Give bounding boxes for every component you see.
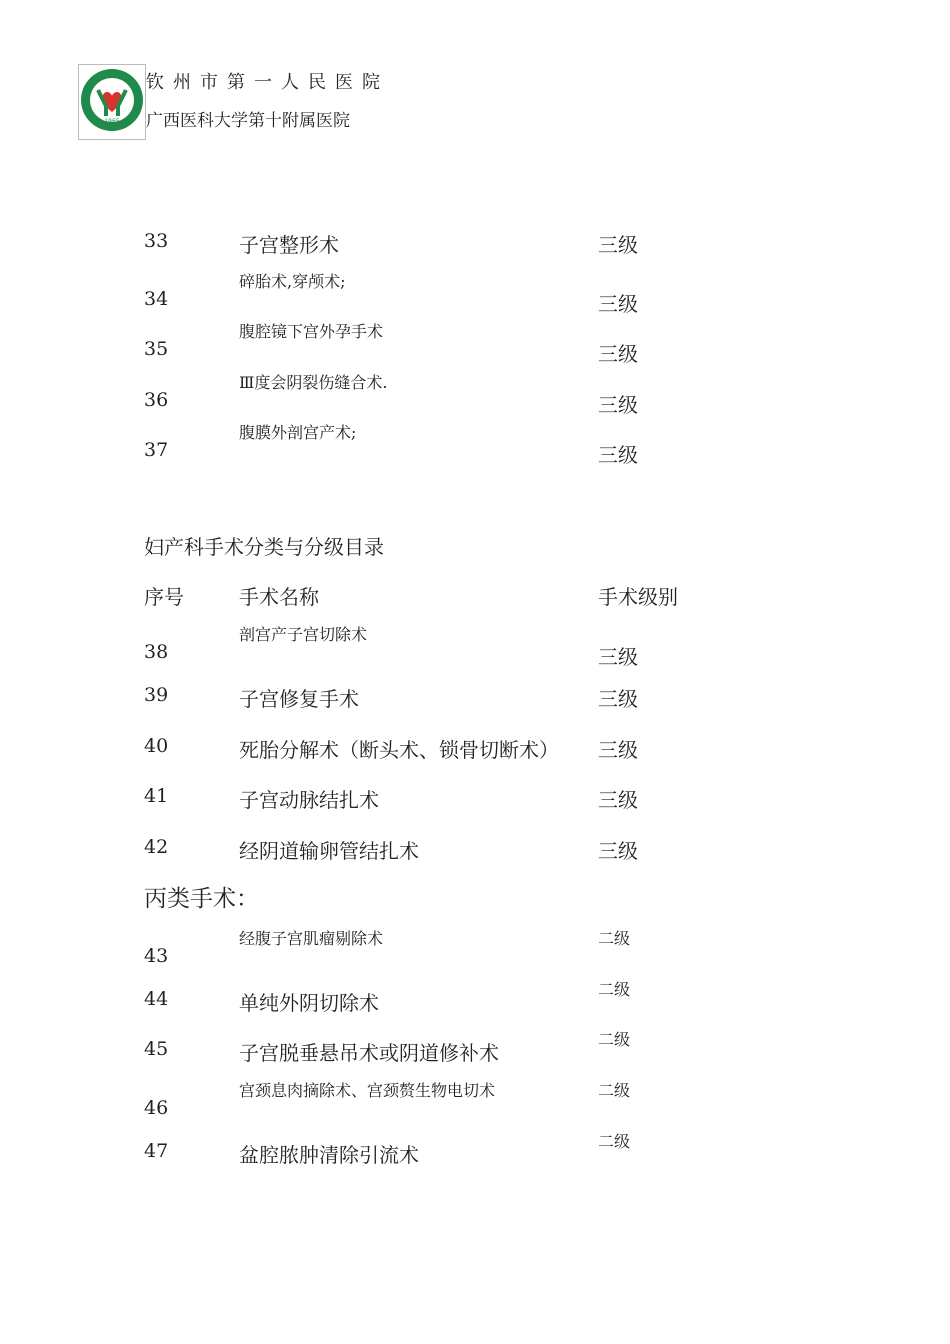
table-row [0, 831, 950, 867]
procedure-name: 腹腔镜下宫外孕手术 [239, 322, 384, 341]
table-row [0, 272, 950, 316]
row-number: 39 [144, 684, 169, 706]
table-row [0, 423, 950, 467]
table-row [0, 225, 950, 261]
procedure-level: 三级 [598, 788, 638, 812]
column-header-name: 手术名称 [239, 585, 319, 609]
procedure-name: 子宫整形术 [239, 233, 339, 257]
procedure-name: 经腹子宫肌瘤剔除术 [239, 929, 384, 948]
procedure-name: 子宫脱垂悬吊术或阴道修补术 [239, 1041, 499, 1065]
section-title: 妇产科手术分类与分级目录 [144, 535, 384, 559]
column-header-number: 序号 [144, 585, 184, 609]
hospital-logo [78, 64, 146, 140]
row-number: 33 [144, 230, 169, 252]
subsection-title: 丙类手术： [144, 886, 259, 912]
procedure-level: 三级 [598, 393, 638, 417]
procedure-level: 三级 [598, 292, 638, 316]
procedure-name: 死胎分解术（断头术、锁骨切断术） [239, 738, 559, 762]
procedure-name: 盆腔脓肿清除引流术 [239, 1143, 419, 1167]
table-row [0, 1030, 950, 1069]
table-row [0, 373, 950, 417]
procedure-name: 子宫修复手术 [239, 687, 359, 711]
procedure-name: 单纯外阴切除术 [239, 991, 379, 1015]
table-row [0, 730, 950, 766]
procedure-level: 二级 [598, 1132, 631, 1151]
procedure-level: 三级 [598, 233, 638, 257]
procedure-level: 三级 [598, 645, 638, 669]
row-number: 42 [144, 836, 169, 858]
row-number: 47 [144, 1140, 169, 1162]
procedure-level: 二级 [598, 1030, 631, 1049]
procedure-name: 子宫动脉结扎术 [239, 788, 379, 812]
table-row [0, 1081, 950, 1120]
procedure-name: 剖宫产子宫切除术 [239, 625, 368, 644]
row-number: 43 [144, 945, 169, 967]
table-row [0, 929, 950, 968]
procedure-name: 碎胎术,穿颅术; [239, 272, 346, 291]
procedure-name: 腹膜外剖宫产术; [239, 423, 357, 442]
row-number: 45 [144, 1038, 169, 1060]
procedure-name: 宫颈息肉摘除术、宫颈赘生物电切术 [239, 1081, 496, 1100]
procedure-level: 三级 [598, 443, 638, 467]
procedure-level: 三级 [598, 342, 638, 366]
procedure-level: 二级 [598, 1081, 631, 1100]
row-number: 36 [144, 389, 169, 411]
table-row [0, 980, 950, 1019]
row-number: 40 [144, 735, 169, 757]
procedure-level: 三级 [598, 687, 638, 711]
table-row [0, 780, 950, 816]
hospital-subtitle: 广西医科大学第十附属医院 [146, 111, 350, 131]
procedure-level: 二级 [598, 929, 631, 948]
logo-year: 1965 [104, 118, 120, 125]
row-number: 41 [144, 785, 169, 807]
table-row [0, 679, 950, 715]
row-number: 37 [144, 439, 169, 461]
row-number: 38 [144, 641, 169, 663]
procedure-name: Ⅲ度会阴裂伤缝合术. [239, 373, 388, 392]
procedure-level: 三级 [598, 738, 638, 762]
table-row [0, 1132, 950, 1171]
hospital-name: 钦州市第一人民医院 [146, 72, 389, 93]
row-number: 46 [144, 1097, 169, 1119]
row-number: 44 [144, 988, 169, 1010]
column-header-level: 手术级别 [598, 585, 678, 609]
procedure-level: 二级 [598, 980, 631, 999]
procedure-name: 经阴道输卵管结扎术 [239, 839, 419, 863]
row-number: 35 [144, 338, 169, 360]
row-number: 34 [144, 288, 169, 310]
procedure-level: 三级 [598, 839, 638, 863]
table-row [0, 322, 950, 366]
table-row [0, 625, 950, 669]
hospital-logo-icon [80, 68, 144, 132]
